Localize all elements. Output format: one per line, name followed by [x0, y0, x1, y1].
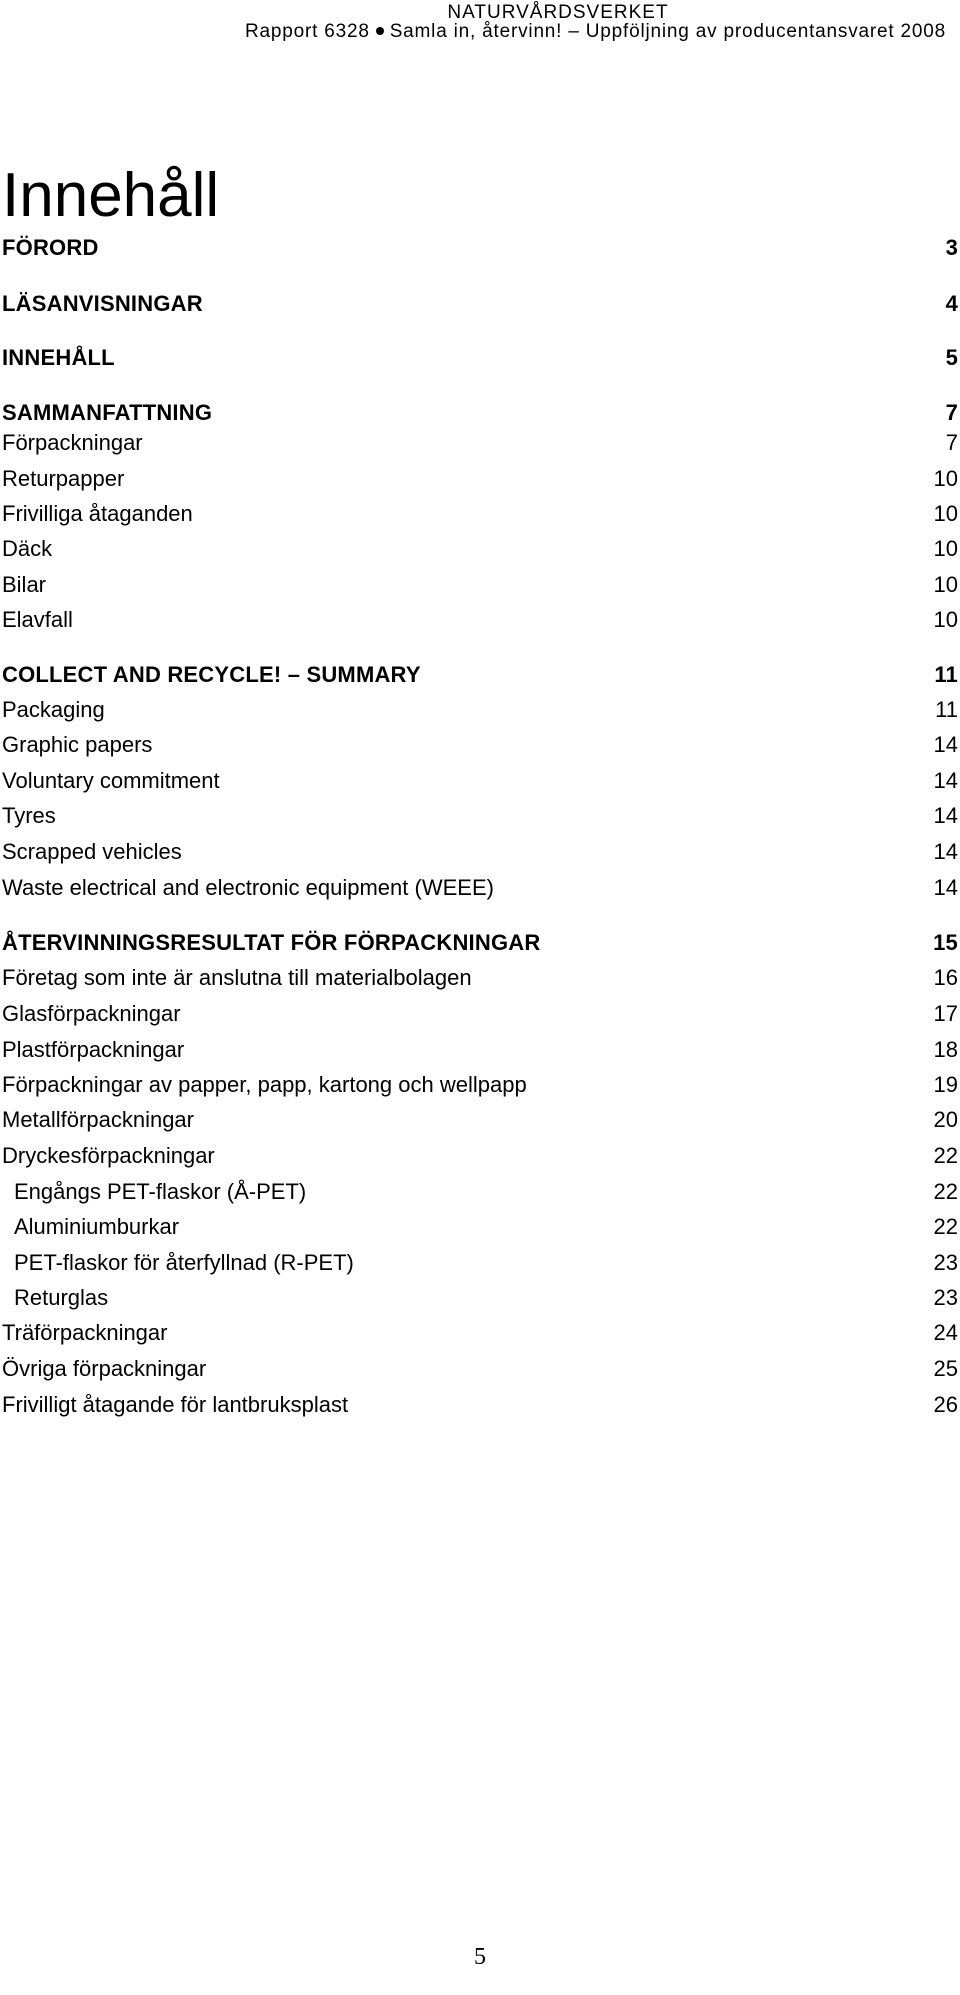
toc-entry-label: SAMMANFATTNING — [2, 400, 213, 425]
toc-row[interactable] — [2, 290, 958, 318]
toc-row[interactable] — [2, 1319, 958, 1347]
toc-entry-label: Glasförpackningar — [2, 1001, 181, 1026]
toc-entry-page: 25 — [933, 1356, 958, 1381]
toc-row[interactable] — [2, 1000, 958, 1028]
toc-entry-label: Engångs PET-flaskor (Å-PET) — [14, 1179, 307, 1204]
toc-entry-page: 14 — [933, 839, 958, 864]
toc-entry-label: Graphic papers — [2, 732, 153, 757]
toc-row[interactable] — [2, 1249, 958, 1277]
toc-row[interactable] — [2, 399, 958, 427]
toc-entry-page: 23 — [933, 1285, 958, 1310]
page-title: Innehåll — [2, 161, 220, 230]
toc-entry-label: Frivilligt åtagande för lantbruksplast — [2, 1392, 349, 1417]
header-org: NATURVÅRDSVERKET — [447, 2, 669, 23]
toc-entry-label: COLLECT AND RECYCLE! – SUMMARY — [2, 662, 421, 687]
toc-entry-label: Träförpackningar — [2, 1320, 168, 1345]
toc-entry-page: 14 — [933, 875, 958, 900]
toc-entry-label: Aluminiumburkar — [14, 1214, 180, 1239]
toc-row[interactable] — [2, 535, 958, 563]
toc-row[interactable] — [2, 838, 958, 866]
toc-row[interactable] — [2, 1284, 958, 1312]
toc-row[interactable] — [2, 1071, 958, 1099]
toc-row[interactable] — [2, 1391, 958, 1419]
toc-entry-page: 14 — [933, 732, 958, 757]
toc-entry-page: 7 — [945, 430, 958, 455]
toc-row[interactable] — [2, 571, 958, 599]
toc-row[interactable] — [2, 1106, 958, 1134]
toc-row[interactable] — [2, 964, 958, 992]
toc-entry-page: 26 — [933, 1392, 958, 1417]
toc-entry-label: Packaging — [2, 697, 105, 722]
toc-row[interactable] — [2, 696, 958, 724]
toc-row[interactable] — [2, 1213, 958, 1241]
toc-entry-page: 14 — [933, 803, 958, 828]
toc-entry-page: 5 — [945, 345, 958, 370]
toc-entry-label: Returglas — [14, 1285, 109, 1310]
report-title: Samla in, återvinn! – Uppföljning av producentansvaret 2008 — [389, 21, 946, 42]
toc-entry-page: 16 — [933, 965, 958, 990]
report-number: Rapport 6328 — [244, 21, 370, 42]
toc-entry-label: FÖRORD — [2, 235, 99, 260]
toc-entry-label: Övriga förpackningar — [2, 1356, 207, 1381]
toc-entry-page: 3 — [945, 235, 958, 260]
toc-entry-page: 11 — [935, 697, 958, 722]
toc-row[interactable] — [2, 465, 958, 493]
toc-entry-page: 17 — [933, 1001, 958, 1026]
toc-entry-label: LÄSANVISNINGAR — [2, 291, 203, 316]
toc-entry-label: Frivilliga åtaganden — [2, 501, 193, 526]
toc-entry-label: INNEHÅLL — [2, 345, 115, 370]
toc-entry-page: 18 — [933, 1037, 958, 1062]
toc-entry-label: Förpackningar av papper, papp, kartong och wellpapp — [2, 1072, 527, 1097]
toc-entry-label: Elavfall — [2, 607, 73, 632]
toc-entry-label: Metallförpackningar — [2, 1107, 194, 1132]
toc-row[interactable] — [2, 500, 958, 528]
toc-entry-page: 19 — [933, 1072, 958, 1097]
toc-entry-page: 14 — [933, 768, 958, 793]
toc-entry-page: 10 — [933, 501, 958, 526]
toc-entry-page: 7 — [945, 400, 958, 425]
toc-entry-label: Förpackningar — [2, 430, 143, 455]
toc-entry-label: Voluntary commitment — [2, 768, 220, 793]
toc-entry-page: 10 — [933, 466, 958, 491]
toc-row[interactable] — [2, 234, 958, 262]
toc-entry-label: Bilar — [2, 572, 47, 597]
toc-entry-label: PET-flaskor för återfyllnad (R-PET) — [14, 1250, 354, 1275]
toc-row[interactable] — [2, 1355, 958, 1383]
toc-row[interactable] — [2, 661, 958, 689]
toc-entry-label: ÅTERVINNINGSRESULTAT FÖR FÖRPACKNINGAR — [2, 930, 541, 955]
bullet-icon — [376, 27, 384, 35]
toc-row[interactable] — [2, 1178, 958, 1206]
toc-entry-page: 4 — [945, 291, 958, 316]
toc-row[interactable] — [2, 874, 958, 902]
toc-entry-page: 22 — [933, 1179, 958, 1204]
toc-entry-page: 10 — [933, 607, 958, 632]
page-number: 5 — [474, 1944, 486, 1970]
toc-entry-label: Företag som inte är anslutna till materialbolagen — [2, 965, 472, 990]
toc-row[interactable] — [2, 344, 958, 372]
toc-row[interactable] — [2, 802, 958, 830]
toc-row[interactable] — [2, 767, 958, 795]
toc-entry-label: Plastförpackningar — [2, 1037, 185, 1062]
toc-entry-page: 20 — [933, 1107, 958, 1132]
toc-entry-page: 24 — [933, 1320, 958, 1345]
toc-entry-page: 22 — [933, 1143, 958, 1168]
toc-entry-page: 10 — [933, 536, 958, 561]
toc-entry-label: Däck — [2, 536, 53, 561]
toc-entry-label: Dryckesförpackningar — [2, 1143, 215, 1168]
toc-row[interactable] — [2, 929, 958, 957]
toc-entry-page: 22 — [933, 1214, 958, 1239]
toc-entry-label: Returpapper — [2, 466, 125, 491]
toc-row[interactable] — [2, 1142, 958, 1170]
toc-row[interactable] — [2, 731, 958, 759]
toc-entry-page: 11 — [934, 662, 958, 687]
header-report — [0, 21, 960, 43]
toc-row[interactable] — [2, 429, 958, 457]
toc-row[interactable] — [2, 1036, 958, 1064]
toc-entry-label: Scrapped vehicles — [2, 839, 182, 864]
toc-entry-page: 23 — [933, 1250, 958, 1275]
toc-row[interactable] — [2, 606, 958, 634]
toc-entry-page: 10 — [933, 572, 958, 597]
toc-entry-label: Waste electrical and electronic equipment (WEEE) — [2, 875, 494, 900]
toc-entry-label: Tyres — [2, 803, 56, 828]
toc-entry-page: 15 — [933, 930, 958, 955]
